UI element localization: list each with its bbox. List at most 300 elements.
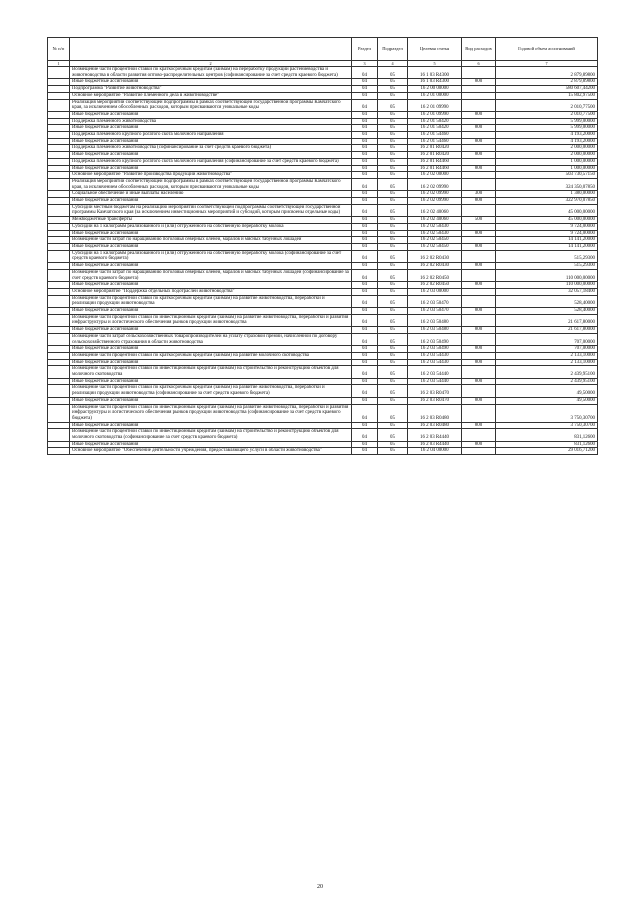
row-number-cell xyxy=(48,263,70,270)
section-cell: 04 xyxy=(352,67,378,79)
expense-type-cell xyxy=(462,269,496,281)
item-name-cell: Подпрограмма "Развитие животноводства" xyxy=(70,86,352,93)
table-row xyxy=(48,359,598,366)
row-number-cell xyxy=(48,404,70,422)
row-number-cell xyxy=(48,295,70,307)
expense-type-cell: 800 xyxy=(462,111,496,118)
subsection-cell: 05 xyxy=(378,359,408,366)
subsection-cell: 05 xyxy=(378,366,408,378)
target-article-cell: 16 2 00 00000 xyxy=(408,86,462,93)
item-name-cell: Иные бюджетные ассигнования xyxy=(70,346,352,353)
amount-cell: 1 000,00000 xyxy=(496,165,598,172)
item-name-cell: Иные бюджетные ассигнования xyxy=(70,359,352,366)
table-row xyxy=(48,314,598,326)
table-row xyxy=(48,111,598,118)
expense-type-cell xyxy=(462,145,496,152)
row-number-cell xyxy=(48,204,70,216)
target-article-cell: 16 2 01 50420 xyxy=(408,125,462,132)
amount-cell: 515,29300 xyxy=(496,250,598,262)
expense-type-cell xyxy=(462,237,496,244)
subsection-cell: 05 xyxy=(378,178,408,190)
amount-cell: 515,29300 xyxy=(496,263,598,270)
table-row xyxy=(48,308,598,315)
subsection-cell: 05 xyxy=(378,86,408,93)
expense-type-cell: 800 xyxy=(462,125,496,132)
subsection-cell: 05 xyxy=(378,404,408,422)
column-number: 1 xyxy=(48,61,70,67)
row-number-cell xyxy=(48,99,70,111)
section-cell: 04 xyxy=(352,422,378,429)
target-article-cell: 16 2 03 50470 xyxy=(408,295,462,307)
table-row xyxy=(48,448,598,455)
amount-cell: 528,40000 xyxy=(496,308,598,315)
expense-type-cell xyxy=(462,172,496,179)
expense-type-cell xyxy=(462,352,496,359)
target-article-cell: 16 2 03 R4440 xyxy=(408,429,462,441)
row-number-cell xyxy=(48,237,70,244)
section-cell: 04 xyxy=(352,99,378,111)
amount-cell: 14 141,20000 xyxy=(496,243,598,250)
section-cell: 04 xyxy=(352,152,378,159)
section-cell: 04 xyxy=(352,138,378,145)
target-article-cell: 16 2 03 54440 xyxy=(408,378,462,385)
target-article-cell: 16 2 03 R4440 xyxy=(408,441,462,448)
item-name-cell: Основное мероприятие "Поддержка отдельных подотраслей животноводства" xyxy=(70,288,352,295)
row-number-cell xyxy=(48,359,70,366)
subsection-cell: 05 xyxy=(378,295,408,307)
item-name-cell: Иные бюджетные ассигнования xyxy=(70,125,352,132)
expense-type-cell xyxy=(462,158,496,165)
target-article-cell: 16 2 01 R0420 xyxy=(408,145,462,152)
target-article-cell: 16 1 03 R4300 xyxy=(408,67,462,79)
expense-type-cell xyxy=(462,385,496,397)
section-cell: 04 xyxy=(352,223,378,230)
section-cell: 04 xyxy=(352,346,378,353)
row-number-cell xyxy=(48,352,70,359)
table-row xyxy=(48,217,598,224)
item-name-cell: Реализация мероприятий соответствующей подпрограммы в рамках соответствующей государственной программы Камчатского края, за исключением обособленных расходов, которым присваиваются уникальные коды xyxy=(70,99,352,111)
row-number-cell xyxy=(48,448,70,455)
item-name-cell: Иные бюджетные ассигнования xyxy=(70,308,352,315)
table-row xyxy=(48,366,598,378)
item-name-cell: Возмещение части процентной ставки по краткосрочным кредитам (займам) на переработку продукции растениеводства и животноводства в области развития оптово-распределительных центров (софинансирование за счет средств краевого бюджета) xyxy=(70,67,352,79)
page-number: 20 xyxy=(317,884,323,890)
amount-cell: 831,12600 xyxy=(496,441,598,448)
amount-cell: 1 000,00000 xyxy=(496,158,598,165)
table-row xyxy=(48,404,598,422)
amount-cell: 9 724,00000 xyxy=(496,230,598,237)
subsection-cell: 05 xyxy=(378,352,408,359)
section-cell: 04 xyxy=(352,378,378,385)
row-number-cell xyxy=(48,333,70,345)
amount-cell: 2 879,89800 xyxy=(496,67,598,79)
section-cell: 04 xyxy=(352,158,378,165)
row-number-cell xyxy=(48,172,70,179)
amount-cell: 528,40000 xyxy=(496,295,598,307)
item-name-cell: Возмещение части затрат сельскохозяйственных товаропроизводителей на уплату страховой премии, начисленной по договору сельскохозяйственного страхования в области животноводства xyxy=(70,333,352,345)
target-article-cell: 16 2 01 09990 xyxy=(408,99,462,111)
subsection-cell: 05 xyxy=(378,111,408,118)
target-article-cell: 16 2 02 R0450 xyxy=(408,282,462,289)
subsection-cell: 05 xyxy=(378,448,408,455)
target-article-cell: 16 1 03 R4300 xyxy=(408,79,462,86)
amount-cell: 503 730,57150 xyxy=(496,172,598,179)
table-row xyxy=(48,191,598,198)
expense-type-cell: 800 xyxy=(462,138,496,145)
target-article-cell: 16 2 03 50480 xyxy=(408,314,462,326)
table-row xyxy=(48,282,598,289)
item-name-cell: Иные бюджетные ассигнования xyxy=(70,198,352,205)
section-cell: 04 xyxy=(352,263,378,270)
expense-type-cell: 800 xyxy=(462,282,496,289)
section-cell: 04 xyxy=(352,352,378,359)
item-name-cell: Основное мероприятие "Развитие производства продукции животноводства" xyxy=(70,172,352,179)
target-article-cell: 16 2 02 50450 xyxy=(408,237,462,244)
table-row xyxy=(48,223,598,230)
amount-cell: 15 802,97500 xyxy=(496,92,598,99)
target-article-cell: 16 2 02 09990 xyxy=(408,178,462,190)
row-number-cell xyxy=(48,165,70,172)
target-article-cell: 16 2 03 00000 xyxy=(408,288,462,295)
section-cell: 04 xyxy=(352,288,378,295)
expense-type-cell: 800 xyxy=(462,397,496,404)
section-cell: 04 xyxy=(352,250,378,262)
amount-cell: 2 000,00000 xyxy=(496,145,598,152)
amount-cell: 21 617,80000 xyxy=(496,314,598,326)
table-row xyxy=(48,79,598,86)
subsection-cell: 05 xyxy=(378,152,408,159)
section-cell: 04 xyxy=(352,397,378,404)
subsection-cell: 05 xyxy=(378,138,408,145)
amount-cell: 4 193,20000 xyxy=(496,138,598,145)
table-row xyxy=(48,67,598,79)
expense-type-cell: 800 xyxy=(462,346,496,353)
target-article-cell: 16 2 03 54430 xyxy=(408,352,462,359)
row-number-cell xyxy=(48,118,70,125)
section-cell: 04 xyxy=(352,269,378,281)
amount-cell: 2 133,10000 xyxy=(496,359,598,366)
header-target-article: Целевая статья xyxy=(408,38,462,61)
table-row xyxy=(48,152,598,159)
table-row xyxy=(48,243,598,250)
amount-cell: 324 350,07850 xyxy=(496,178,598,190)
header-annual-amount: Годовой объем ассигнований xyxy=(496,38,598,61)
section-cell: 04 xyxy=(352,172,378,179)
row-number-cell xyxy=(48,132,70,139)
table-row xyxy=(48,288,598,295)
amount-cell: 5 999,00000 xyxy=(496,125,598,132)
amount-cell: 2 010,77500 xyxy=(496,99,598,111)
item-name-cell: Иные бюджетные ассигнования xyxy=(70,282,352,289)
row-number-cell xyxy=(48,152,70,159)
table-row xyxy=(48,172,598,179)
item-name-cell: Возмещение части затрат по наращиванию поголовья северных оленей, маралов и мясных табунных лошадей xyxy=(70,237,352,244)
target-article-cell: 16 2 03 R0480 xyxy=(408,422,462,429)
amount-cell: 45 000,00000 xyxy=(496,204,598,216)
amount-cell: 49,50000 xyxy=(496,385,598,397)
row-number-cell xyxy=(48,92,70,99)
column-number: 6 xyxy=(462,61,496,67)
table-row xyxy=(48,422,598,429)
target-article-cell: 16 2 01 50420 xyxy=(408,118,462,125)
subsection-cell: 05 xyxy=(378,333,408,345)
expense-type-cell: 800 xyxy=(462,79,496,86)
section-cell: 04 xyxy=(352,243,378,250)
target-article-cell: 16 2 02 50450 xyxy=(408,243,462,250)
target-article-cell: 16 2 02 09990 xyxy=(408,191,462,198)
subsection-cell: 05 xyxy=(378,327,408,334)
amount-cell: 5 999,00000 xyxy=(496,118,598,125)
row-number-cell xyxy=(48,125,70,132)
table-row xyxy=(48,295,598,307)
expense-type-cell: 800 xyxy=(462,308,496,315)
expense-type-cell xyxy=(462,67,496,79)
column-number: 4 xyxy=(378,61,408,67)
table-row xyxy=(48,333,598,345)
section-cell: 04 xyxy=(352,282,378,289)
section-cell: 04 xyxy=(352,429,378,441)
table-row xyxy=(48,158,598,165)
subsection-cell: 05 xyxy=(378,217,408,224)
subsection-cell: 05 xyxy=(378,79,408,86)
row-number-cell xyxy=(48,441,70,448)
table-row xyxy=(48,99,598,111)
target-article-cell: 16 2 03 50490 xyxy=(408,346,462,353)
target-article-cell: 16 2 04 00000 xyxy=(408,448,462,455)
row-number-cell xyxy=(48,327,70,334)
subsection-cell: 05 xyxy=(378,243,408,250)
section-cell: 04 xyxy=(352,132,378,139)
row-number-cell xyxy=(48,282,70,289)
row-number-cell xyxy=(48,269,70,281)
table-row xyxy=(48,230,598,237)
row-number-cell xyxy=(48,314,70,326)
table-row xyxy=(48,86,598,93)
expense-type-cell xyxy=(462,204,496,216)
amount-cell: 14 141,20000 xyxy=(496,237,598,244)
amount-cell: 21 617,80000 xyxy=(496,327,598,334)
item-name-cell: Возмещение части процентной ставки по инвестиционным кредитам (займам) на строительство и реконструкцию объектов для молочного скотоводства (софинансирование за счет средств краевого бюджета) xyxy=(70,429,352,441)
subsection-cell: 05 xyxy=(378,165,408,172)
amount-cell: 4 193,20000 xyxy=(496,132,598,139)
expense-type-cell xyxy=(462,295,496,307)
target-article-cell: 16 2 01 00000 xyxy=(408,92,462,99)
row-number-cell xyxy=(48,243,70,250)
section-cell: 04 xyxy=(352,92,378,99)
item-name-cell: Иные бюджетные ассигнования xyxy=(70,111,352,118)
expense-type-cell: 300 xyxy=(462,191,496,198)
column-number: 2 xyxy=(70,61,352,67)
expense-type-cell: 800 xyxy=(462,359,496,366)
subsection-cell: 05 xyxy=(378,132,408,139)
item-name-cell: Возмещение части процентной ставки по инвестиционным кредитам (займам) на развитие животноводства, переработки и развития инфраструктуры и логистического обеспечения рынков продукции животноводства (софинансирование за счет средств краевого бюджета) xyxy=(70,404,352,422)
item-name-cell: Межбюджетные трансферты xyxy=(70,217,352,224)
row-number-cell xyxy=(48,366,70,378)
table-row xyxy=(48,346,598,353)
target-article-cell: 16 2 01 09990 xyxy=(408,111,462,118)
row-number-cell xyxy=(48,111,70,118)
table-row xyxy=(48,118,598,125)
row-number-cell xyxy=(48,422,70,429)
item-name-cell: Возмещение части процентной ставки по инвестиционным кредитам (займам) на строительство и реконструкцию объектов для молочного скотоводства xyxy=(70,366,352,378)
item-name-cell: Поддержка племенного животноводства xyxy=(70,118,352,125)
subsection-cell: 05 xyxy=(378,118,408,125)
table-row xyxy=(48,385,598,397)
subsection-cell: 05 xyxy=(378,237,408,244)
table-row xyxy=(48,263,598,270)
column-number: 7 xyxy=(496,61,598,67)
section-cell: 04 xyxy=(352,327,378,334)
item-name-cell: Поддержка племенного крупного рогатого скота молочного направления xyxy=(70,132,352,139)
subsection-cell: 05 xyxy=(378,308,408,315)
table-row xyxy=(48,178,598,190)
expense-type-cell: 800 xyxy=(462,422,496,429)
target-article-cell: 16 2 03 R0470 xyxy=(408,385,462,397)
expense-type-cell xyxy=(462,429,496,441)
table-header-row xyxy=(48,38,598,61)
budget-allocation-table xyxy=(47,37,598,455)
item-name-cell: Иные бюджетные ассигнования xyxy=(70,378,352,385)
expense-type-cell xyxy=(462,250,496,262)
expense-type-cell xyxy=(462,404,496,422)
section-cell: 04 xyxy=(352,308,378,315)
item-name-cell: Иные бюджетные ассигнования xyxy=(70,327,352,334)
subsection-cell: 05 xyxy=(378,223,408,230)
subsection-cell: 05 xyxy=(378,288,408,295)
subsection-cell: 05 xyxy=(378,250,408,262)
section-cell: 04 xyxy=(352,118,378,125)
item-name-cell: Иные бюджетные ассигнования xyxy=(70,441,352,448)
expense-type-cell xyxy=(462,132,496,139)
item-name-cell: Основное мероприятие "Обеспечение деятельности учреждения, предоставляющего услуги в области животноводства" xyxy=(70,448,352,455)
subsection-cell: 05 xyxy=(378,99,408,111)
section-cell: 04 xyxy=(352,178,378,190)
row-number-cell xyxy=(48,223,70,230)
row-number-cell xyxy=(48,145,70,152)
column-number: 5 xyxy=(408,61,462,67)
column-number: 3 xyxy=(352,61,378,67)
expense-type-cell xyxy=(462,178,496,190)
amount-cell: 110 000,00000 xyxy=(496,269,598,281)
item-name-cell: Возмещение части процентной ставки по краткосрочным кредитам (займам) на развитие молочного скотоводства xyxy=(70,352,352,359)
row-number-cell xyxy=(48,158,70,165)
section-cell: 04 xyxy=(352,333,378,345)
section-cell: 04 xyxy=(352,191,378,198)
section-cell: 04 xyxy=(352,359,378,366)
target-article-cell: 16 2 02 40060 xyxy=(408,204,462,216)
item-name-cell: Субсидии местным бюджетам на реализацию мероприятий соответствующей подпрограммы соответствующей государственной программы Камчатского края (за исключением инвестиционных мероприятий и субсидий, которым присвоены отдельные коды) xyxy=(70,204,352,216)
header-section: Раздел xyxy=(352,38,378,61)
amount-cell: 29 016,71200 xyxy=(496,448,598,455)
expense-type-cell: 800 xyxy=(462,378,496,385)
item-name-cell: Возмещение части затрат по наращиванию поголовья северных оленей, маралов и мясных табунных лошадей (софинансирование за счет средств краевого бюджета) xyxy=(70,269,352,281)
amount-cell: 2 000,00000 xyxy=(496,152,598,159)
amount-cell: 9 724,00000 xyxy=(496,223,598,230)
amount-cell: 2 010,77500 xyxy=(496,111,598,118)
expense-type-cell xyxy=(462,118,496,125)
row-number-cell xyxy=(48,138,70,145)
section-cell: 04 xyxy=(352,404,378,422)
amount-cell: 707,00000 xyxy=(496,333,598,345)
target-article-cell: 16 2 02 50430 xyxy=(408,230,462,237)
section-cell: 04 xyxy=(352,165,378,172)
target-article-cell: 16 2 03 54430 xyxy=(408,359,462,366)
target-article-cell: 16 2 02 R0450 xyxy=(408,269,462,281)
table-row xyxy=(48,429,598,441)
subsection-cell: 05 xyxy=(378,191,408,198)
expense-type-cell xyxy=(462,86,496,93)
subsection-cell: 05 xyxy=(378,67,408,79)
item-name-cell: Социальное обеспечение и иные выплаты населению xyxy=(70,191,352,198)
table-row xyxy=(48,327,598,334)
amount-cell: 707,00000 xyxy=(496,346,598,353)
expense-type-cell: 800 xyxy=(462,198,496,205)
target-article-cell: 16 2 03 54440 xyxy=(408,366,462,378)
section-cell: 04 xyxy=(352,237,378,244)
row-number-cell xyxy=(48,288,70,295)
row-number-cell xyxy=(48,67,70,79)
subsection-cell: 05 xyxy=(378,282,408,289)
expense-type-cell: 800 xyxy=(462,243,496,250)
amount-cell: 3 750,30700 xyxy=(496,422,598,429)
subsection-cell: 05 xyxy=(378,145,408,152)
table-row xyxy=(48,132,598,139)
expense-type-cell: 800 xyxy=(462,165,496,172)
subsection-cell: 05 xyxy=(378,198,408,205)
amount-cell: 1 380,00000 xyxy=(496,191,598,198)
subsection-cell: 05 xyxy=(378,422,408,429)
item-name-cell: Реализация мероприятий соответствующей подпрограммы в рамках соответствующей государственной программы Камчатского края, за исключением обособленных расходов, которым присваиваются уникальные коды xyxy=(70,178,352,190)
item-name-cell: Иные бюджетные ассигнования xyxy=(70,138,352,145)
table-row xyxy=(48,237,598,244)
subsection-cell: 05 xyxy=(378,230,408,237)
item-name-cell: Субсидии на 1 килограмм реализованного и (или) отгруженного на собственную переработку молока (софинансирование за счет средств краевого бюджета) xyxy=(70,250,352,262)
table-row xyxy=(48,441,598,448)
row-number-cell xyxy=(48,191,70,198)
item-name-cell: Возмещение части процентной ставки по краткосрочным кредитам (займам) на развитие животноводства, переработки и реализации продукции животноводства xyxy=(70,295,352,307)
item-name-cell: Иные бюджетные ассигнования xyxy=(70,243,352,250)
target-article-cell: 16 2 01 54460 xyxy=(408,138,462,145)
item-name-cell: Иные бюджетные ассигнования xyxy=(70,397,352,404)
target-article-cell: 16 2 03 50480 xyxy=(408,327,462,334)
expense-type-cell xyxy=(462,314,496,326)
section-cell: 04 xyxy=(352,198,378,205)
row-number-cell xyxy=(48,397,70,404)
row-number-cell xyxy=(48,79,70,86)
target-article-cell: 16 2 02 R0430 xyxy=(408,250,462,262)
expense-type-cell: 800 xyxy=(462,152,496,159)
subsection-cell: 05 xyxy=(378,204,408,216)
target-article-cell: 16 2 02 00000 xyxy=(408,172,462,179)
item-name-cell: Иные бюджетные ассигнования xyxy=(70,230,352,237)
expense-type-cell: 800 xyxy=(462,263,496,270)
row-number-cell xyxy=(48,429,70,441)
row-number-cell xyxy=(48,378,70,385)
target-article-cell: 16 2 02 50430 xyxy=(408,223,462,230)
item-name-cell: Основное мероприятие "Развитие племенного дела в животноводстве" xyxy=(70,92,352,99)
table-row xyxy=(48,204,598,216)
section-cell: 04 xyxy=(352,314,378,326)
amount-cell: 580 607,44200 xyxy=(496,86,598,93)
row-number-cell xyxy=(48,385,70,397)
target-article-cell: 16 2 01 R0420 xyxy=(408,152,462,159)
section-cell: 04 xyxy=(352,448,378,455)
item-name-cell: Возмещение части процентной ставки по краткосрочным кредитам (займам) на развитие животноводства, переработки и реализации продукции животноводства (софинансирование за счет средств краевого бюджета) xyxy=(70,385,352,397)
table-row xyxy=(48,138,598,145)
expense-type-cell xyxy=(462,333,496,345)
subsection-cell: 05 xyxy=(378,441,408,448)
expense-type-cell xyxy=(462,92,496,99)
